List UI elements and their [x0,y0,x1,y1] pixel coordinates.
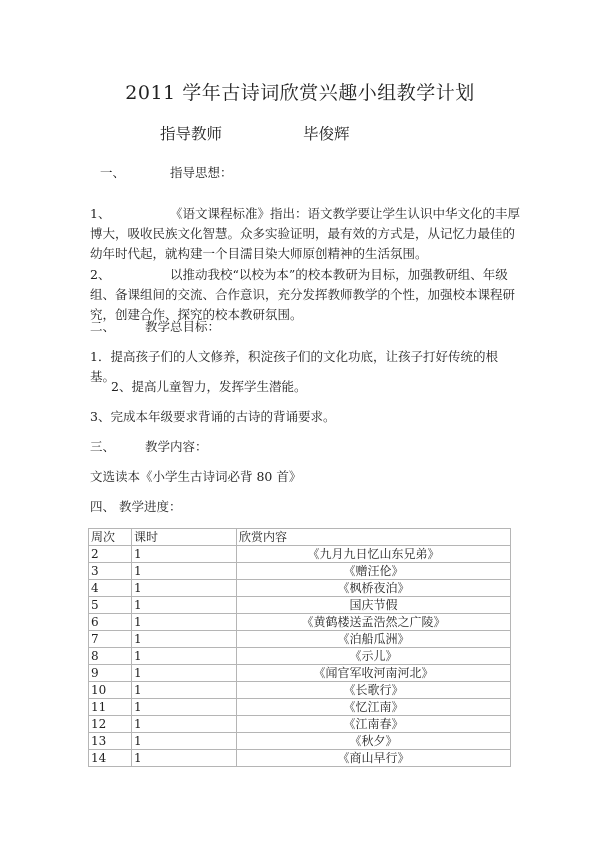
section1-item2 [90,265,520,325]
header-hours: 课时 [132,529,237,546]
cell-week: 10 [89,682,132,699]
schedule-body [89,546,511,767]
table-row [89,563,511,580]
cell-hours: 1 [132,716,237,733]
table-row [89,546,511,563]
cell-week: 3 [89,563,132,580]
cell-hours: 1 [132,665,237,682]
header-content: 欣赏内容 [237,529,511,546]
section2-number: 二、 [90,319,116,334]
cell-content: 《商山早行》 [237,750,511,767]
cell-week: 13 [89,733,132,750]
cell-week: 2 [89,546,132,563]
table-row [89,750,511,767]
cell-content: 《秋夕》 [237,733,511,750]
cell-week: 5 [89,597,132,614]
cell-content: 《九月九日忆山东兄弟》 [237,546,511,563]
table-row [89,631,511,648]
section2-heading: 教学总目标： [145,319,221,334]
goal-item-1: 1．提高孩子们的人文修养，积淀孩子们的文化功底，让孩子打好传统的根基。 [90,349,498,384]
cell-hours: 1 [132,546,237,563]
section3-heading-line [90,437,520,457]
cell-content: 《赠汪伦》 [237,563,511,580]
section3-number: 三、 [90,439,116,454]
section3-text: 文选读本《小学生古诗词必背 80 首》 [90,469,302,484]
cell-content: 《泊船瓜洲》 [237,631,511,648]
section4-heading: 四、 教学进度： [90,499,182,514]
cell-week: 7 [89,631,132,648]
cell-hours: 1 [132,733,237,750]
table-row [89,648,511,665]
cell-content: 《长歌行》 [237,682,511,699]
cell-week: 8 [89,648,132,665]
table-row [89,699,511,716]
teacher-name: 毕俊辉 [303,125,350,143]
table-header-row [89,529,511,546]
cell-content: 国庆节假 [237,597,511,614]
cell-hours: 1 [132,699,237,716]
section1-number: 一、 [100,165,126,180]
cell-week: 14 [89,750,132,767]
cell-hours: 1 [132,648,237,665]
cell-week: 11 [89,699,132,716]
section1-item2-number: 2、 [90,267,111,282]
cell-week: 9 [89,665,132,682]
teacher-label: 指导教师 [160,125,223,143]
cell-content: 《江南春》 [237,716,511,733]
document-title: 2011 学年古诗词欣赏兴趣小组教学计划 [125,82,475,104]
table-row [89,597,511,614]
cell-content: 《示儿》 [237,648,511,665]
cell-hours: 1 [132,682,237,699]
cell-hours: 1 [132,597,237,614]
goal-item-2: 2、提高儿童智力，发挥学生潜能。 [111,379,307,394]
cell-hours: 1 [132,631,237,648]
table-row [89,716,511,733]
cell-hours: 1 [132,750,237,767]
goal-item-3: 3、完成本年级要求背诵的古诗的背诵要求。 [90,409,336,424]
cell-content: 《忆江南》 [237,699,511,716]
section1-heading: 指导思想： [170,165,233,180]
cell-content: 《黄鹤楼送孟浩然之广陵》 [237,614,511,631]
table-row [89,733,511,750]
cell-week: 12 [89,716,132,733]
cell-week: 4 [89,580,132,597]
header-week: 周次 [89,529,132,546]
cell-week: 6 [89,614,132,631]
section1-heading-line [90,163,520,183]
cell-hours: 1 [132,580,237,597]
section1-item1 [90,204,520,264]
section2-heading-line [90,317,520,337]
table-row [89,614,511,631]
table-row [89,682,511,699]
section1-item1-text: 《语文课程标准》指出：语文教学要让学生认识中华文化的丰厚博大，吸收民族文化智慧。众多实验证明，最有效的方式是，从记忆力最佳的幼年时代起，就构建一个目濡目染大师原创精神的生活氛围。 [90,206,521,261]
section1-item1-number: 1、 [90,206,111,221]
cell-content: 《枫桥夜泊》 [237,580,511,597]
schedule-table [88,528,511,767]
table-row [89,580,511,597]
section3-heading: 教学内容： [145,439,208,454]
cell-hours: 1 [132,614,237,631]
cell-content: 《闻官军收河南河北》 [237,665,511,682]
cell-hours: 1 [132,563,237,580]
section1-item2-text: 以推动我校“以校为本”的校本教研为目标，加强教研组、年级组、备课组间的交流、合作意识，充分发挥教师教学的个性，加强校本课程研究，创建合作、探究的校本教研氛围。 [90,267,516,322]
table-row [89,665,511,682]
